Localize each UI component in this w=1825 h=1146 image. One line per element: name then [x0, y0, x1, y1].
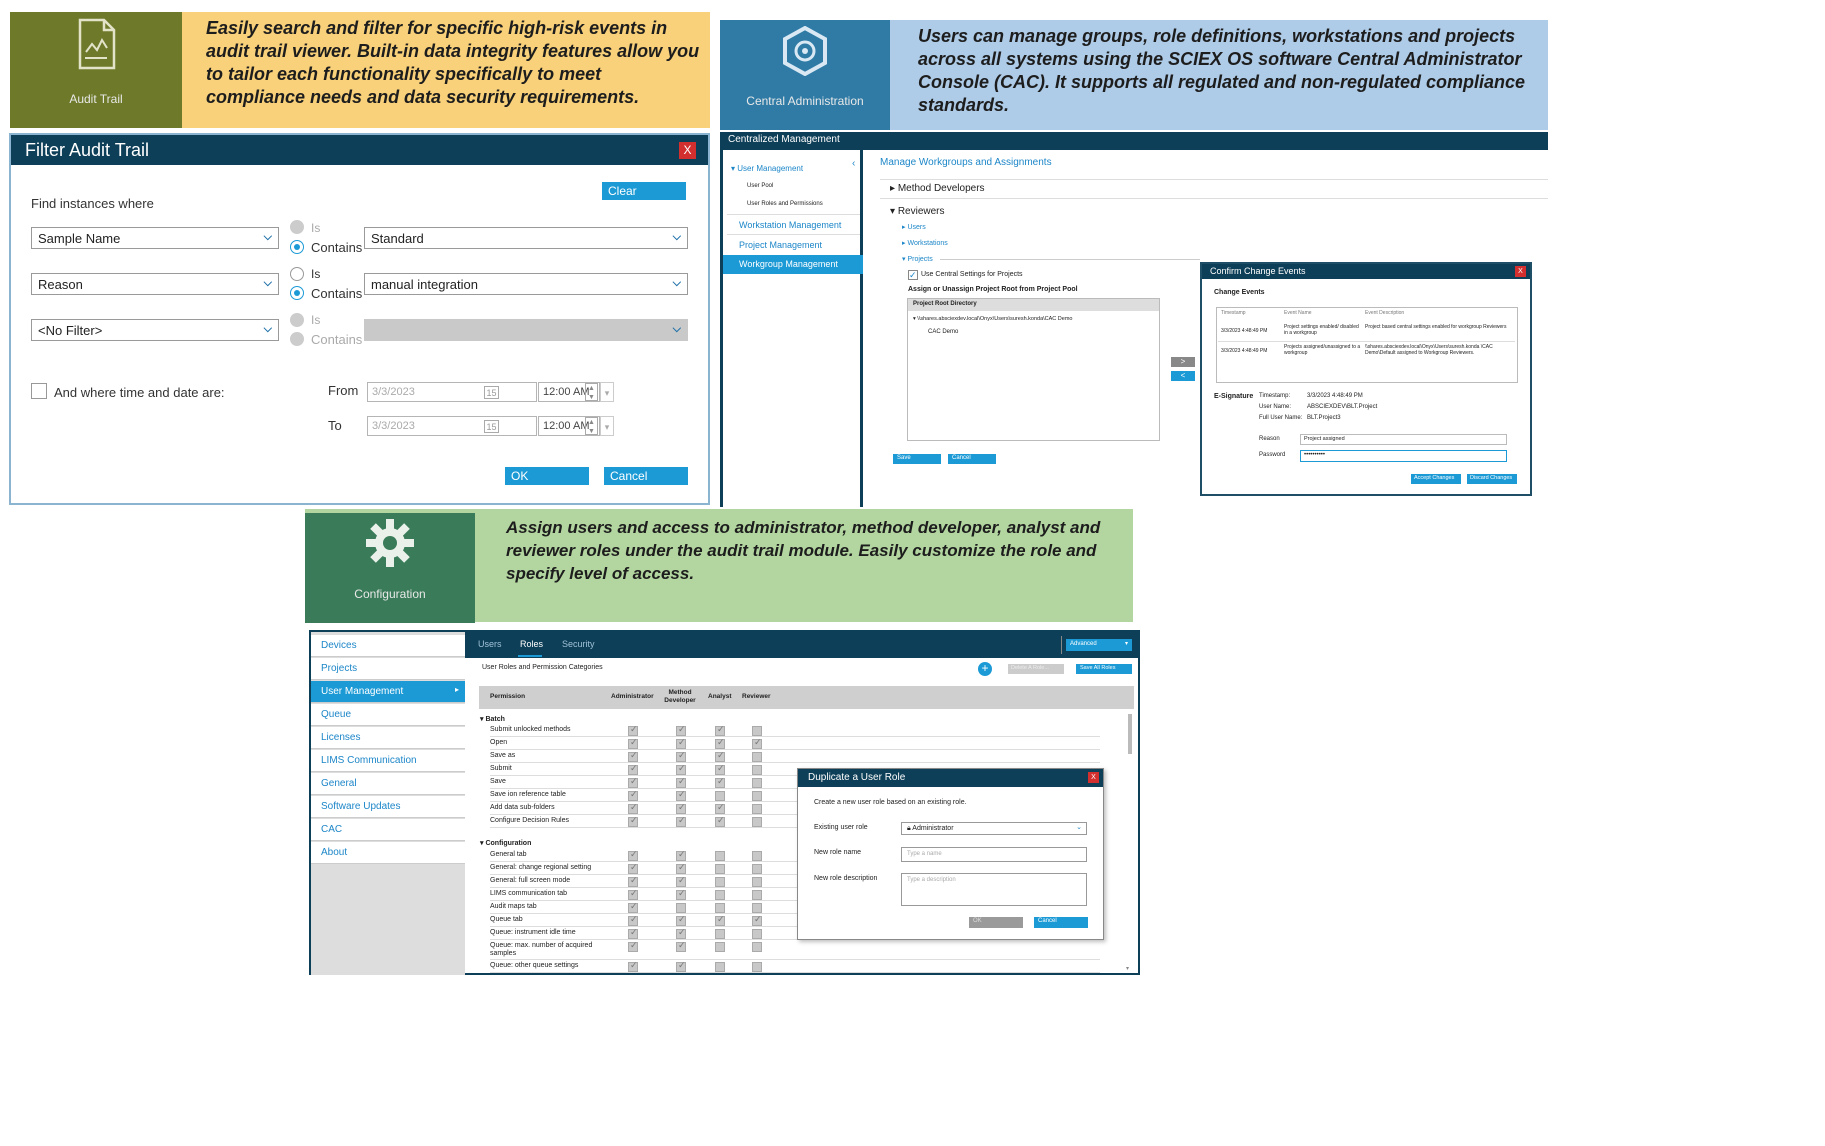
use-central-checkbox[interactable]: ✓: [909, 270, 917, 280]
is-label-2: Is: [311, 267, 321, 281]
col-event-description: Event Description: [1365, 310, 1405, 316]
tab-roles[interactable]: Roles: [520, 639, 544, 649]
reviewers-users-link[interactable]: ▸ Users: [902, 224, 926, 231]
method-developers-row[interactable]: ▸ Method Developers: [880, 179, 1548, 199]
table-row: Queue tab: [490, 914, 1100, 927]
to-time-input: 12:00 AM: [538, 416, 600, 436]
permission-checkbox[interactable]: [752, 962, 762, 972]
is-label-1: Is: [311, 221, 321, 235]
permission-checkbox[interactable]: [752, 903, 762, 913]
project-root-path[interactable]: ▾ \\shares.absciexdev.local\Onyx\Users\suresh.konda\CAC Demo: [913, 316, 1073, 322]
ok-button[interactable]: OK: [505, 467, 589, 485]
existing-role-label: Existing user role: [814, 824, 868, 831]
chevron-down-icon: ▾: [600, 382, 614, 402]
permission-checkbox[interactable]: [628, 877, 638, 887]
dup-description: Create a new user role based on an existing role.: [814, 799, 967, 806]
gear-icon: [364, 517, 416, 569]
discard-changes-button[interactable]: Discard Changes: [1467, 474, 1517, 484]
permission-checkbox[interactable]: [676, 739, 686, 749]
permission-checkbox[interactable]: [676, 804, 686, 814]
permission-checkbox[interactable]: [628, 916, 638, 926]
save-all-roles-button[interactable]: Save All Roles: [1076, 664, 1132, 674]
configuration-tile-label: Configuration: [354, 587, 426, 601]
esig-timestamp-value: 3/3/2023 4:48:49 PM: [1307, 393, 1363, 399]
sidebar-item-queue[interactable]: Queue: [311, 704, 465, 726]
is-label-3: Is: [311, 313, 321, 327]
permission-checkbox[interactable]: [752, 765, 762, 775]
tab-roles-underline: [518, 655, 542, 657]
close-button[interactable]: X: [679, 142, 696, 159]
permission-checkbox[interactable]: [676, 877, 686, 887]
audit-trail-tile: [10, 12, 182, 128]
col-method-developer: Method Developer: [664, 689, 696, 704]
table-row: General: full screen mode: [490, 875, 1100, 888]
accept-changes-button[interactable]: Accept Changes: [1411, 474, 1461, 484]
reviewers-projects-link[interactable]: ▾ Projects: [902, 256, 933, 263]
permission-checkbox[interactable]: [628, 890, 638, 900]
table-row: Submit unlocked methods: [490, 724, 1100, 737]
sidebar-item-general[interactable]: General: [311, 773, 465, 795]
document-chart-icon: [74, 18, 118, 70]
hexagon-gear-icon: [781, 26, 829, 76]
permission-checkbox[interactable]: [752, 851, 762, 861]
permission-checkbox[interactable]: [715, 851, 725, 861]
cm-header: Centralized Management: [720, 132, 1548, 150]
central-administration-tile: [720, 20, 890, 130]
divider: [727, 214, 860, 215]
table-row: Open: [490, 737, 1100, 750]
permission-checkbox[interactable]: [715, 804, 725, 814]
chevron-left-icon[interactable]: ‹: [852, 158, 856, 169]
existing-role-select[interactable]: 🔒︎ Administrator ⌄: [901, 822, 1087, 835]
tab-users[interactable]: Users: [478, 639, 502, 649]
permission-checkbox[interactable]: [676, 778, 686, 788]
manage-workgroups-title: Manage Workgroups and Assignments: [880, 157, 1052, 168]
permission-checkbox[interactable]: [628, 942, 638, 952]
esig-username-label: User Name:: [1259, 404, 1292, 410]
permission-checkbox[interactable]: [628, 791, 638, 801]
permission-checkbox[interactable]: [752, 890, 762, 900]
to-time-spinner: ▲ ▼: [585, 417, 598, 435]
clear-button[interactable]: Clear: [602, 182, 686, 200]
new-role-name-label: New role name: [814, 849, 862, 856]
password-label: Password: [1259, 452, 1286, 458]
event-desc-2: \\shares.absciexdev.local\Onyx\Users\suresh.konda \CAC Demo\Default assigned to Workgroup Reviewers.: [1365, 344, 1493, 356]
permission-checkbox[interactable]: [628, 929, 638, 939]
dup-cancel-button[interactable]: Cancel: [1034, 917, 1088, 928]
permission-checkbox[interactable]: [752, 929, 762, 939]
permission-group-header[interactable]: ▾ Configuration: [480, 840, 532, 847]
to-label: To: [328, 418, 342, 433]
new-role-description-label: New role description: [814, 875, 878, 882]
permission-checkbox[interactable]: [628, 778, 638, 788]
col-timestamp: Timestamp: [1221, 310, 1246, 316]
chevron-down-icon: ⌵: [263, 323, 272, 335]
table-row: Queue: other queue settings: [490, 960, 1100, 973]
permission-checkbox[interactable]: [752, 817, 762, 827]
permission-checkbox[interactable]: [715, 929, 725, 939]
table-row: Audit maps tab: [490, 901, 1100, 914]
event-name-1: Project settings enabled/ disabled in a workgroup: [1284, 324, 1359, 336]
permission-checkbox[interactable]: [676, 765, 686, 775]
esig-fullname-label: Full User Name:: [1259, 415, 1303, 421]
project-root-header: Project Root Directory: [908, 299, 1159, 311]
permission-checkbox[interactable]: [752, 804, 762, 814]
permission-checkbox[interactable]: [676, 752, 686, 762]
close-button[interactable]: X: [1088, 772, 1099, 783]
sidebar-item-cac[interactable]: CAC: [311, 819, 465, 841]
permission-checkbox[interactable]: [676, 942, 686, 952]
contains-label-2: Contains: [311, 286, 363, 301]
config-banner-text: Assign users and access to administrator, method developer, analyst and reviewer roles under the audit trail module. Easily customize the role and specify level of access.: [506, 518, 1101, 583]
dup-titlebar: Duplicate a User Role: [798, 769, 1103, 787]
filter-value-select-1[interactable]: Standard ⌵: [364, 227, 688, 249]
sidebar-item-project-management[interactable]: Project Management: [739, 240, 823, 250]
permission-checkbox[interactable]: [628, 739, 638, 749]
sidebar-item-user-roles[interactable]: User Roles and Permissions: [747, 201, 823, 207]
permission-group-header[interactable]: ▾ Batch: [480, 716, 505, 723]
use-central-label: Use Central Settings for Projects: [921, 271, 1023, 278]
advanced-select[interactable]: Advanced ▾: [1066, 639, 1132, 651]
assign-arrow-button[interactable]: >: [1171, 357, 1195, 367]
col-reviewer: Reviewer: [742, 693, 771, 700]
permission-checkbox[interactable]: [752, 752, 762, 762]
from-date-input: 3/3/2023: [367, 382, 537, 402]
is-radio-1[interactable]: [290, 220, 304, 234]
cm-cancel-button[interactable]: Cancel: [948, 454, 996, 464]
sidebar-item-user-management[interactable]: User Management ▸: [311, 681, 465, 703]
permission-checkbox[interactable]: [715, 916, 725, 926]
calendar-icon: 15: [484, 420, 499, 433]
filter-field-select-3[interactable]: <No Filter> ⌵: [31, 319, 279, 341]
permission-checkbox[interactable]: [676, 817, 686, 827]
cm-save-button[interactable]: Save: [893, 454, 941, 464]
filter-value-select-3: [364, 319, 688, 341]
chevron-down-icon: ▾: [1126, 966, 1130, 972]
tab-security[interactable]: Security: [562, 639, 595, 649]
permission-checkbox[interactable]: [676, 864, 686, 874]
event-desc-1: Project based central settings enabled for workgroup Reviewers: [1365, 324, 1507, 330]
chevron-down-icon: ⌵: [263, 231, 272, 243]
lock-icon: 🔒︎: [907, 825, 911, 832]
table-row: Submit: [490, 763, 1100, 776]
filter-value-select-2[interactable]: manual integration ⌵: [364, 273, 688, 295]
to-date-input: 3/3/2023: [367, 416, 537, 436]
contains-radio-3: [290, 332, 304, 346]
from-label: From: [328, 383, 359, 398]
col-administrator: Administrator: [611, 693, 654, 700]
col-permission: Permission: [490, 693, 526, 700]
reason-label: Reason: [1259, 436, 1280, 442]
permission-checkbox[interactable]: [628, 752, 638, 762]
permission-checkbox[interactable]: [715, 903, 725, 913]
sidebar-item-lims-communication[interactable]: LIMS Communication: [311, 750, 465, 772]
permission-checkbox[interactable]: [676, 903, 686, 913]
permission-checkbox[interactable]: [715, 765, 725, 775]
permission-checkbox[interactable]: [715, 877, 725, 887]
permission-checkbox[interactable]: [715, 962, 725, 972]
permission-checkbox[interactable]: [676, 791, 686, 801]
cancel-button[interactable]: Cancel: [604, 467, 688, 485]
from-time-spinner: ▲ ▼: [585, 383, 598, 401]
chevron-down-icon: ⌵: [672, 323, 681, 335]
permission-checkbox[interactable]: [715, 739, 725, 749]
chevron-down-icon: ▾: [600, 416, 614, 436]
central-banner-text: Users can manage groups, role definitions, workstations and projects across all systems using the SCIEX OS software Central Administrator Console (CAC). It supports all regulated and non-regulated compliance standards.: [918, 26, 1526, 115]
sidebar-item-projects[interactable]: Projects: [311, 658, 465, 680]
esig-username-value: ABSCIEXDEV\BLT.Project: [1307, 404, 1378, 410]
sidebar-item-licenses[interactable]: Licenses: [311, 727, 465, 749]
table-row: Queue: max. number of acquired samples: [490, 940, 1100, 960]
new-role-name-input[interactable]: Type a name: [901, 847, 1087, 862]
from-time-input: 12:00 AM: [538, 382, 600, 402]
event-name-2: Projects assigned/unassigned to a workgroup: [1284, 344, 1361, 356]
permission-checkbox[interactable]: [676, 890, 686, 900]
sidebar-item-user-management[interactable]: ▾ User Management: [731, 164, 804, 173]
sidebar-item-workstation-management[interactable]: Workstation Management: [739, 220, 842, 230]
divider: [940, 259, 1200, 260]
filter-dialog-titlebar: [11, 135, 708, 165]
permission-checkbox[interactable]: [628, 903, 638, 913]
close-button[interactable]: X: [1515, 266, 1526, 277]
new-role-description-input[interactable]: Type a description: [901, 873, 1087, 906]
permission-checkbox[interactable]: [628, 726, 638, 736]
permission-checkbox[interactable]: [715, 778, 725, 788]
password-input[interactable]: ••••••••••: [1300, 450, 1507, 462]
table-row: Save ion reference table: [490, 789, 1100, 802]
roles-section-title: User Roles and Permission Categories: [482, 664, 603, 671]
permission-checkbox[interactable]: [628, 962, 638, 972]
col-event-name: Event Name: [1284, 310, 1312, 316]
dup-ok-button[interactable]: OK: [969, 917, 1023, 928]
add-role-button[interactable]: +: [978, 662, 992, 676]
central-administration-tile-label: Central Administration: [746, 94, 864, 108]
esignature-label: E-Signature: [1214, 393, 1254, 400]
contains-radio-1[interactable]: [290, 240, 304, 254]
permission-checkbox[interactable]: [752, 778, 762, 788]
sidebar-item-workgroup-management[interactable]: Workgroup Management: [723, 255, 863, 274]
sidebar-item-software-updates[interactable]: Software Updates: [311, 796, 465, 818]
reviewers-workstations-link[interactable]: ▸ Workstations: [902, 240, 948, 247]
permission-checkbox[interactable]: [715, 817, 725, 827]
divider: [1061, 636, 1062, 654]
contains-label-1: Contains: [311, 240, 363, 255]
permission-checkbox[interactable]: [676, 916, 686, 926]
filter-dialog-title: Filter Audit Trail: [25, 139, 150, 160]
permission-checkbox[interactable]: [715, 942, 725, 952]
permission-checkbox[interactable]: [752, 726, 762, 736]
table-row: Queue: instrument idle time: [490, 927, 1100, 940]
permissions-table-header: [479, 686, 1134, 709]
event-ts-1: 3/3/2023 4:48:49 PM: [1221, 328, 1268, 334]
col-analyst: Analyst: [708, 693, 732, 700]
permission-checkbox[interactable]: [752, 916, 762, 926]
time-date-checkbox[interactable]: [31, 383, 47, 399]
permission-checkbox[interactable]: [752, 791, 762, 801]
permission-checkbox[interactable]: [676, 929, 686, 939]
chevron-down-icon: ⌵: [263, 277, 272, 289]
table-row: General tab: [490, 849, 1100, 862]
reason-select[interactable]: Project assigned: [1300, 434, 1507, 445]
permission-checkbox[interactable]: [715, 726, 725, 736]
permission-checkbox[interactable]: [676, 726, 686, 736]
chevron-down-icon: ⌵: [672, 231, 681, 243]
change-events-label: Change Events: [1214, 289, 1265, 296]
permission-checkbox[interactable]: [752, 739, 762, 749]
scrollbar[interactable]: [1128, 714, 1132, 754]
contains-label-3: Contains: [311, 332, 363, 347]
permission-checkbox[interactable]: [676, 962, 686, 972]
filter-field-select-2[interactable]: Reason ⌵: [31, 273, 279, 295]
confirm-titlebar: Confirm Change Events: [1202, 264, 1530, 279]
permission-checkbox[interactable]: [676, 851, 686, 861]
sidebar-item-devices[interactable]: Devices: [311, 635, 465, 657]
permission-checkbox[interactable]: [628, 765, 638, 775]
permission-checkbox[interactable]: [715, 791, 725, 801]
table-row: Save: [490, 776, 1100, 789]
permission-checkbox[interactable]: [752, 864, 762, 874]
calendar-icon: 15: [484, 386, 499, 399]
chevron-down-icon: ▾: [480, 716, 486, 723]
audit-banner-text: Easily search and filter for specific high-risk events in audit trail viewer. Built-in data integrity features allow you to tailor each functionality specifically to meet compliance needs and data security requirements.: [206, 18, 700, 107]
esig-fullname-value: BLT.Project3: [1307, 415, 1341, 421]
time-date-label: And where time and date are:: [54, 385, 225, 400]
permission-checkbox[interactable]: [752, 942, 762, 952]
delete-role-button[interactable]: Delete A Role...: [1008, 664, 1064, 674]
is-radio-2[interactable]: [290, 267, 304, 281]
configuration-tile: [305, 513, 475, 623]
table-row: General: change regional setting: [490, 862, 1100, 875]
permission-checkbox[interactable]: [628, 804, 638, 814]
find-instances-label: Find instances where: [31, 196, 154, 211]
permission-checkbox[interactable]: [752, 877, 762, 887]
permission-checkbox[interactable]: [715, 752, 725, 762]
contains-radio-2[interactable]: [290, 286, 304, 300]
permission-checkbox[interactable]: [628, 851, 638, 861]
reviewers-row[interactable]: ▾ Reviewers: [890, 206, 945, 217]
table-row: LIMS communication tab: [490, 888, 1100, 901]
assign-label: Assign or Unassign Project Root from Project Pool: [908, 286, 1078, 293]
table-row: Save as: [490, 750, 1100, 763]
permission-checkbox[interactable]: [628, 817, 638, 827]
esig-timestamp-label: Timestamp:: [1259, 393, 1291, 399]
is-radio-3: [290, 313, 304, 327]
table-row: Configure Decision Rules: [490, 815, 1100, 828]
permission-checkbox[interactable]: [715, 864, 725, 874]
divider: [727, 234, 860, 235]
chevron-down-icon: ▾: [1124, 641, 1128, 647]
audit-trail-tile-label: Audit Trail: [69, 92, 123, 106]
permission-checkbox[interactable]: [628, 864, 638, 874]
unassign-arrow-button[interactable]: <: [1171, 371, 1195, 381]
filter-field-select-1[interactable]: Sample Name ⌵: [31, 227, 279, 249]
permission-checkbox[interactable]: [715, 890, 725, 900]
chevron-down-icon: ⌵: [672, 277, 681, 289]
sidebar-item-about[interactable]: About: [311, 842, 465, 864]
project-cac-demo[interactable]: CAC Demo: [928, 329, 959, 335]
chevron-right-icon: ▸: [454, 685, 459, 694]
table-row: Add data sub-folders: [490, 802, 1100, 815]
chevron-down-icon: ⌄: [1076, 824, 1082, 831]
sidebar-item-user-pool[interactable]: User Pool: [747, 183, 774, 189]
chevron-down-icon: ▾: [480, 840, 486, 847]
event-ts-2: 3/3/2023 4:48:49 PM: [1221, 348, 1268, 354]
